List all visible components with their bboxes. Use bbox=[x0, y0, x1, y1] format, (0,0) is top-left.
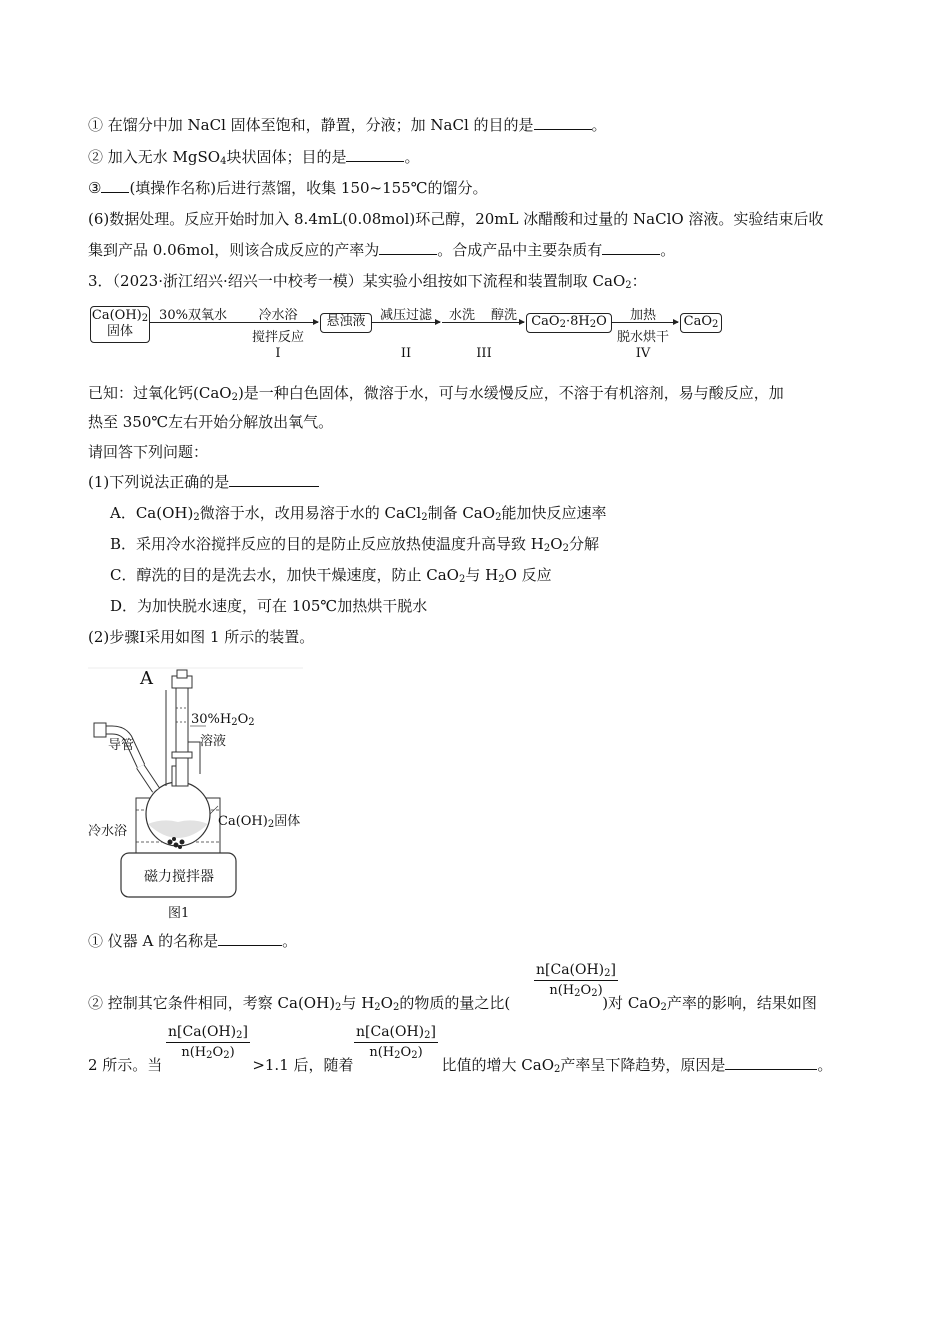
figure-caption: 图1 bbox=[168, 906, 190, 921]
q-prev-step2: ② 加入无水 MgSO$_4$块状固体；目的是 。 bbox=[88, 148, 420, 167]
part2-question: (2)步骤Ⅰ采用如图 1 所示的装置。 bbox=[88, 628, 315, 646]
answer-blank[interactable] bbox=[229, 471, 319, 487]
answer-blank[interactable] bbox=[602, 239, 660, 255]
part2-sub2-line2: 2 所示。当 >1.1 后，随着 比值的增大 CaO$_2$产率呈下降趋势，原因是 。 bbox=[88, 1056, 833, 1075]
option-a[interactable]: A．$Ca(OH)_2$微溶于水，改用易溶于水的 CaCl$_2$制备 CaO$_2$能加快反应速率 bbox=[110, 504, 607, 523]
flow-step4-number: IV bbox=[635, 346, 651, 361]
known-info-line1: 已知：过氧化钙(CaO$_2$)是一种白色固体，微溶于水，可与水缓慢反应，不溶于有机溶剂，易与酸反应，加 bbox=[88, 384, 784, 403]
part1-question: (1)下列说法正确的是 bbox=[88, 471, 319, 493]
q-prev-part6-line2: 集到产品 0.06mol，则该合成反应的产率为 。合成产品中主要杂质有 。 bbox=[88, 241, 676, 259]
ratio-fraction-1: $\frac{n[Ca(OH)_2]}{n(H_2O_2)}$ bbox=[536, 962, 616, 999]
label-a: A bbox=[140, 668, 153, 689]
flow-step1-top: 冷水浴 bbox=[258, 308, 298, 323]
flow-step3-wash-water: 水洗 bbox=[448, 308, 475, 323]
figure-1-apparatus bbox=[88, 666, 308, 921]
answer-blank[interactable] bbox=[101, 177, 129, 193]
process-flow-diagram bbox=[88, 300, 738, 370]
flow-step2-number: II bbox=[400, 346, 412, 361]
flow-step3-wash-alcohol: 醇洗 bbox=[490, 308, 517, 323]
flow-label-h2o2: 30%双氧水 bbox=[159, 308, 227, 323]
instruction-text: 请回答下列问题： bbox=[88, 443, 209, 461]
answer-blank[interactable] bbox=[379, 239, 437, 255]
answer-blank[interactable] bbox=[346, 146, 404, 162]
label-solution: 溶液 bbox=[200, 734, 227, 749]
flow-step2-top: 减压过滤 bbox=[379, 308, 432, 323]
label-h2o2-concentration: $30\%H_2O_2$ bbox=[191, 712, 255, 728]
q-prev-step1: ① 在馏分中加 NaCl 固体至饱和，静置，分液；加 NaCl 的目的是 。 bbox=[88, 116, 607, 134]
flow-step1-number: I bbox=[275, 346, 281, 361]
flow-box-cao2: CaO$_2$ bbox=[680, 313, 722, 333]
ratio-fraction-2: $\frac{n[Ca(OH)_2]}{n(H_2O_2)}$ bbox=[168, 1024, 248, 1061]
label-tube: 导管 bbox=[108, 738, 135, 753]
flow-box-suspension: 悬浊液 bbox=[320, 313, 372, 333]
label-cold-water-bath: 冷水浴 bbox=[88, 824, 128, 839]
q-prev-step3: ③ (填操作名称)后进行蒸馏，收集 150~155℃的馏分。 bbox=[88, 179, 488, 197]
flow-step4-top: 加热 bbox=[629, 308, 656, 323]
answer-blank[interactable] bbox=[218, 930, 282, 946]
flow-step1-bottom: 搅拌反应 bbox=[251, 330, 304, 345]
part2-sub2-line1: ② 控制其它条件相同，考察 $Ca(OH)_2$与 $H_2O_2$的物质的量之比( )对 CaO$_2$产率的影响，结果如图 bbox=[88, 994, 817, 1013]
ratio-fraction-3: $\frac{n[Ca(OH)_2]}{n(H_2O_2)}$ bbox=[356, 1024, 436, 1061]
q-prev-part6-line1: (6)数据处理。反应开始时加入 8.4mL(0.08mol)环己醇，20mL 冰醋酸和过量的 NaClO 溶液。实验结束后收 bbox=[88, 210, 824, 228]
label-caoh2-solid: $Ca(OH)_2$固体 bbox=[218, 814, 301, 830]
label-magnetic-stirrer: 磁力搅拌器 bbox=[144, 869, 214, 885]
flow-box-cao2-octahydrate: $CaO_2\cdot 8H_2O$ bbox=[526, 313, 612, 333]
option-b[interactable]: B．采用冷水浴搅拌反应的目的是防止反应放热使温度升高导致 $H_2O_2$分解 bbox=[110, 535, 599, 554]
flow-step4-bottom: 脱水烘干 bbox=[616, 330, 669, 345]
flow-box-caoh2-solid: $Ca(OH)_2$ 固体 bbox=[90, 306, 150, 343]
option-d[interactable]: D．为加快脱水速度，可在 105℃加热烘干脱水 bbox=[110, 597, 428, 615]
question-3-header: 3．（2023·浙江绍兴·绍兴一中校考一模）某实验小组按如下流程和装置制取 CaO$_2$： bbox=[88, 272, 647, 291]
answer-blank[interactable] bbox=[534, 114, 592, 130]
option-c[interactable]: C．醇洗的目的是洗去水，加快干燥速度，防止 CaO$_2$与 $H_2O$ 反应 bbox=[110, 566, 552, 585]
known-info-line2: 热至 350℃左右开始分解放出氧气。 bbox=[88, 413, 334, 431]
part2-sub1: ① 仪器 A 的名称是 。 bbox=[88, 932, 298, 950]
answer-blank[interactable] bbox=[725, 1054, 817, 1070]
flow-step3-number: III bbox=[476, 346, 492, 361]
